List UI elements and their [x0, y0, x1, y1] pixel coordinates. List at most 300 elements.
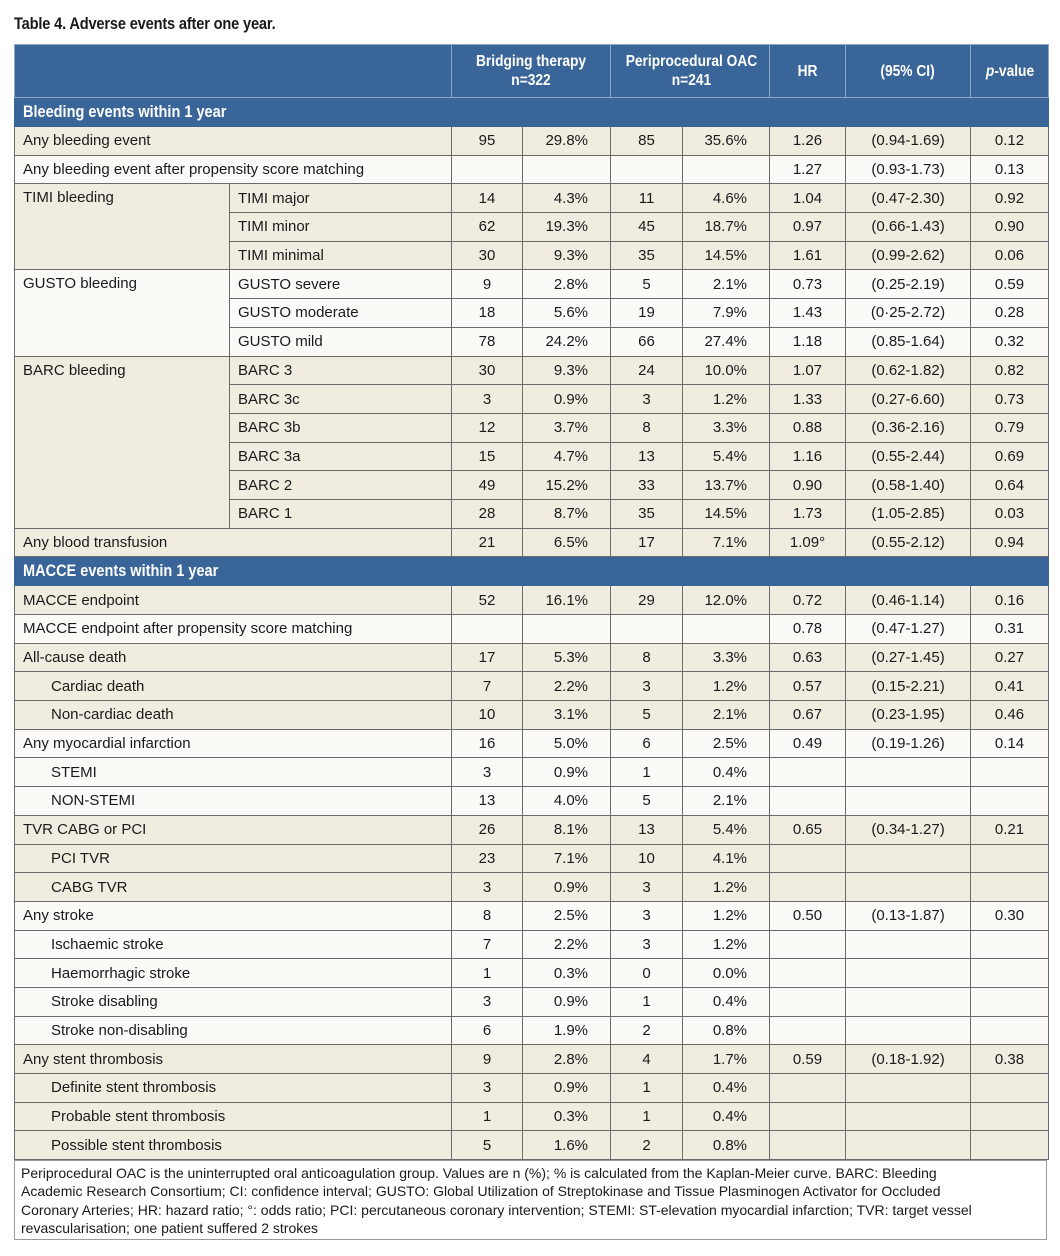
bridging-n-cell: 8: [452, 901, 523, 930]
oac-pct-cell: 1.2%: [683, 873, 770, 902]
bridging-n-cell: 7: [452, 930, 523, 959]
p-value-cell: 0.64: [971, 471, 1049, 500]
oac-n-cell: 5: [611, 270, 683, 299]
bridging-n-cell: 28: [452, 499, 523, 528]
ci-cell: (0.94-1.69): [846, 127, 971, 156]
bridging-n-cell: [452, 615, 523, 644]
row-sublabel: BARC 3: [230, 356, 452, 385]
hr-cell: 0.59: [770, 1045, 846, 1074]
oac-pct-cell: 35.6%: [683, 127, 770, 156]
group-label: GUSTO bleeding: [15, 270, 230, 356]
p-value-cell: [971, 844, 1049, 873]
p-value-cell: [971, 1074, 1049, 1103]
bridging-pct-cell: 9.3%: [523, 241, 611, 270]
ci-cell: (0.47-2.30): [846, 184, 971, 213]
p-value-cell: 0.32: [971, 327, 1049, 356]
hr-cell: 1.04: [770, 184, 846, 213]
oac-pct-cell: 3.3%: [683, 643, 770, 672]
oac-n-cell: 45: [611, 213, 683, 242]
hr-cell: 1.61: [770, 241, 846, 270]
hr-cell: 1.07: [770, 356, 846, 385]
oac-pct-cell: 3.3%: [683, 413, 770, 442]
ci-cell: [846, 1074, 971, 1103]
oac-n-cell: 1: [611, 1102, 683, 1131]
row-label: Possible stent thrombosis: [15, 1131, 452, 1160]
row-sublabel: TIMI minimal: [230, 241, 452, 270]
oac-n-cell: 5: [611, 787, 683, 816]
hr-cell: 0.57: [770, 672, 846, 701]
oac-n-cell: 10: [611, 844, 683, 873]
bridging-pct-cell: 0.9%: [523, 873, 611, 902]
p-value-cell: 0.90: [971, 213, 1049, 242]
section-bleeding: [15, 98, 1049, 127]
bridging-pct-cell: 1.6%: [523, 1131, 611, 1160]
oac-n-cell: 29: [611, 586, 683, 615]
hr-cell: [770, 1016, 846, 1045]
hr-cell: 1.18: [770, 327, 846, 356]
p-value-cell: 0.06: [971, 241, 1049, 270]
row-label: Cardiac death: [15, 672, 452, 701]
header-row: [15, 45, 1049, 98]
hr-cell: [770, 1074, 846, 1103]
bridging-pct-cell: 0.9%: [523, 758, 611, 787]
table-row: [15, 586, 1049, 615]
oac-pct-cell: [683, 155, 770, 184]
bridging-n-cell: 49: [452, 471, 523, 500]
section-title: [15, 557, 1049, 586]
ci-cell: (0.46-1.14): [846, 586, 971, 615]
row-sublabel: TIMI minor: [230, 213, 452, 242]
table-row: [15, 701, 1049, 730]
ci-cell: (0.36-2.16): [846, 413, 971, 442]
ci-cell: [846, 987, 971, 1016]
bridging-n-cell: 62: [452, 213, 523, 242]
hr-cell: 0.72: [770, 586, 846, 615]
row-label: PCI TVR: [15, 844, 452, 873]
header-bridging: Bridging therapy n=322: [452, 45, 611, 98]
bridging-pct-cell: 1.9%: [523, 1016, 611, 1045]
hr-cell: [770, 1102, 846, 1131]
bridging-n-cell: 9: [452, 1045, 523, 1074]
table-row: [15, 1102, 1049, 1131]
table-row: [15, 127, 1049, 156]
oac-pct-cell: 12.0%: [683, 586, 770, 615]
table-row: [15, 815, 1049, 844]
oac-pct-cell: 27.4%: [683, 327, 770, 356]
oac-n-cell: 5: [611, 701, 683, 730]
oac-n-cell: [611, 155, 683, 184]
table-row: [15, 270, 1049, 299]
p-value-cell: 0.30: [971, 901, 1049, 930]
table-title: Table 4. Adverse events after one year.: [14, 14, 276, 33]
bridging-pct-cell: 4.7%: [523, 442, 611, 471]
row-label: Haemorrhagic stroke: [15, 959, 452, 988]
p-value-cell: [971, 1016, 1049, 1045]
oac-n-cell: 1: [611, 758, 683, 787]
bridging-pct-cell: 5.3%: [523, 643, 611, 672]
row-sublabel: TIMI major: [230, 184, 452, 213]
table-row: [15, 959, 1049, 988]
row-label: Any bleeding event after propensity score matching: [15, 155, 452, 184]
table-row: [15, 528, 1049, 557]
ci-cell: (0.18-1.92): [846, 1045, 971, 1074]
ci-cell: [846, 873, 971, 902]
p-value-cell: 0.13: [971, 155, 1049, 184]
p-value-cell: 0.03: [971, 499, 1049, 528]
bridging-n-cell: 26: [452, 815, 523, 844]
oac-n-cell: 85: [611, 127, 683, 156]
header-p-value: p-value: [971, 45, 1049, 98]
bridging-pct-cell: 9.3%: [523, 356, 611, 385]
section-label: Bleeding events within 1 year: [23, 102, 227, 121]
oac-pct-cell: 1.7%: [683, 1045, 770, 1074]
bridging-pct-cell: 19.3%: [523, 213, 611, 242]
hr-cell: 1.73: [770, 499, 846, 528]
ci-cell: (0.15-2.21): [846, 672, 971, 701]
row-label: CABG TVR: [15, 873, 452, 902]
oac-pct-cell: 0.8%: [683, 1016, 770, 1045]
bridging-pct-cell: 2.2%: [523, 930, 611, 959]
hr-cell: 0.97: [770, 213, 846, 242]
hr-cell: [770, 987, 846, 1016]
table-row: [15, 615, 1049, 644]
oac-pct-cell: 4.1%: [683, 844, 770, 873]
p-value-cell: 0.73: [971, 385, 1049, 414]
ci-cell: [846, 959, 971, 988]
row-sublabel: BARC 2: [230, 471, 452, 500]
row-sublabel: GUSTO severe: [230, 270, 452, 299]
oac-n-cell: 3: [611, 672, 683, 701]
ci-cell: (0.85-1.64): [846, 327, 971, 356]
footnote-line: revascularisation; one patient suffered 2 strokes: [21, 1219, 319, 1236]
adverse-events-table: [14, 44, 1049, 1160]
bridging-pct-cell: 16.1%: [523, 586, 611, 615]
ci-cell: (0.58-1.40): [846, 471, 971, 500]
oac-pct-cell: 7.1%: [683, 528, 770, 557]
hr-cell: 1.33: [770, 385, 846, 414]
bridging-n-cell: 13: [452, 787, 523, 816]
oac-pct-cell: 5.4%: [683, 815, 770, 844]
p-value-cell: 0.92: [971, 184, 1049, 213]
section-label: MACCE events within 1 year: [23, 561, 219, 580]
hr-cell: 1.27: [770, 155, 846, 184]
p-value-cell: [971, 930, 1049, 959]
table-row: [15, 729, 1049, 758]
ci-cell: [846, 930, 971, 959]
hr-cell: [770, 787, 846, 816]
bridging-n-cell: 78: [452, 327, 523, 356]
oac-pct-cell: 0.4%: [683, 1074, 770, 1103]
bridging-n-cell: 7: [452, 672, 523, 701]
bridging-n-cell: 16: [452, 729, 523, 758]
bridging-n-cell: 15: [452, 442, 523, 471]
p-value-cell: 0.21: [971, 815, 1049, 844]
oac-n-cell: 33: [611, 471, 683, 500]
table-row: [15, 643, 1049, 672]
oac-pct-cell: 1.2%: [683, 901, 770, 930]
hr-cell: [770, 1131, 846, 1160]
bridging-n-cell: 6: [452, 1016, 523, 1045]
row-sublabel: BARC 3c: [230, 385, 452, 414]
hr-cell: 0.50: [770, 901, 846, 930]
bridging-pct-cell: 5.0%: [523, 729, 611, 758]
table-row: [15, 1045, 1049, 1074]
table-row: [15, 672, 1049, 701]
oac-pct-cell: 2.5%: [683, 729, 770, 758]
table-row: [15, 356, 1049, 385]
oac-n-cell: 8: [611, 643, 683, 672]
oac-n-cell: 6: [611, 729, 683, 758]
oac-pct-cell: 7.9%: [683, 299, 770, 328]
header-oac: Periprocedural OAC n=241: [611, 45, 770, 98]
row-label: Any stent thrombosis: [15, 1045, 452, 1074]
ci-cell: (0.66-1.43): [846, 213, 971, 242]
ci-cell: [846, 758, 971, 787]
bridging-pct-cell: 2.8%: [523, 1045, 611, 1074]
bridging-pct-cell: 5.6%: [523, 299, 611, 328]
ci-cell: (0·25-2.72): [846, 299, 971, 328]
p-value-cell: [971, 787, 1049, 816]
oac-n-cell: 4: [611, 1045, 683, 1074]
hr-cell: [770, 930, 846, 959]
row-label: Any bleeding event: [15, 127, 452, 156]
row-label: Stroke non-disabling: [15, 1016, 452, 1045]
bridging-n-cell: 30: [452, 356, 523, 385]
table-row: [15, 873, 1049, 902]
ci-cell: [846, 1016, 971, 1045]
bridging-pct-cell: 0.9%: [523, 987, 611, 1016]
p-value-cell: 0.41: [971, 672, 1049, 701]
ci-cell: [846, 1131, 971, 1160]
p-value-cell: 0.28: [971, 299, 1049, 328]
hr-cell: 0.65: [770, 815, 846, 844]
ci-cell: (0.55-2.12): [846, 528, 971, 557]
oac-pct-cell: 0.8%: [683, 1131, 770, 1160]
row-sublabel: BARC 3b: [230, 413, 452, 442]
row-label: Any myocardial infarction: [15, 729, 452, 758]
oac-pct-cell: 0.4%: [683, 758, 770, 787]
ci-cell: (0.23-1.95): [846, 701, 971, 730]
row-label: NON-STEMI: [15, 787, 452, 816]
oac-pct-cell: [683, 615, 770, 644]
table-row: [15, 1016, 1049, 1045]
table-row: [15, 155, 1049, 184]
bridging-n-cell: 95: [452, 127, 523, 156]
oac-n-cell: 19: [611, 299, 683, 328]
ci-cell: (0.27-6.60): [846, 385, 971, 414]
p-value-cell: [971, 959, 1049, 988]
bridging-n-cell: 9: [452, 270, 523, 299]
footnote-line: Academic Research Consortium; CI: confidence interval; GUSTO: Global Utilization of Streptokinase and Tissue Plasminogen Activator for Occluded: [21, 1183, 941, 1200]
section-title: [15, 98, 1049, 127]
table-row: [15, 901, 1049, 930]
row-label: Stroke disabling: [15, 987, 452, 1016]
bridging-pct-cell: 15.2%: [523, 471, 611, 500]
row-label: All-cause death: [15, 643, 452, 672]
oac-n-cell: 3: [611, 873, 683, 902]
bridging-pct-cell: 4.3%: [523, 184, 611, 213]
oac-pct-cell: 18.7%: [683, 213, 770, 242]
p-value-cell: 0.59: [971, 270, 1049, 299]
row-label: TVR CABG or PCI: [15, 815, 452, 844]
oac-n-cell: 0: [611, 959, 683, 988]
row-label: Ischaemic stroke: [15, 930, 452, 959]
p-value-cell: 0.46: [971, 701, 1049, 730]
p-value-cell: 0.82: [971, 356, 1049, 385]
ci-cell: (0.99-2.62): [846, 241, 971, 270]
bridging-n-cell: 10: [452, 701, 523, 730]
row-label: Non-cardiac death: [15, 701, 452, 730]
hr-cell: 0.73: [770, 270, 846, 299]
oac-pct-cell: 0.4%: [683, 987, 770, 1016]
hr-cell: [770, 959, 846, 988]
oac-n-cell: 13: [611, 442, 683, 471]
table-row: [15, 184, 1049, 213]
footnote-line: Periprocedural OAC is the uninterrupted oral anticoagulation group. Values are n (%); % is calculated from the Kaplan-Meier curve. BARC: Bleeding: [21, 1165, 937, 1181]
oac-n-cell: 35: [611, 499, 683, 528]
bridging-n-cell: 23: [452, 844, 523, 873]
hr-cell: 0.49: [770, 729, 846, 758]
bridging-pct-cell: 8.1%: [523, 815, 611, 844]
row-label: Definite stent thrombosis: [15, 1074, 452, 1103]
table-row: [15, 1131, 1049, 1160]
hr-cell: [770, 844, 846, 873]
bridging-n-cell: [452, 155, 523, 184]
bridging-pct-cell: 2.5%: [523, 901, 611, 930]
hr-cell: 0.88: [770, 413, 846, 442]
oac-n-cell: 2: [611, 1016, 683, 1045]
p-value-cell: 0.14: [971, 729, 1049, 758]
ci-cell: (0.47-1.27): [846, 615, 971, 644]
table-row: [15, 987, 1049, 1016]
bridging-pct-cell: 4.0%: [523, 787, 611, 816]
row-sublabel: GUSTO moderate: [230, 299, 452, 328]
row-sublabel: BARC 3a: [230, 442, 452, 471]
row-sublabel: BARC 1: [230, 499, 452, 528]
header-ci: (95% CI): [846, 45, 971, 98]
p-value-cell: 0.69: [971, 442, 1049, 471]
table-row: [15, 1074, 1049, 1103]
p-value-cell: 0.94: [971, 528, 1049, 557]
ci-cell: (1.05-2.85): [846, 499, 971, 528]
bridging-pct-cell: 8.7%: [523, 499, 611, 528]
oac-n-cell: 24: [611, 356, 683, 385]
p-value-cell: 0.16: [971, 586, 1049, 615]
bridging-n-cell: 3: [452, 758, 523, 787]
bridging-n-cell: 52: [452, 586, 523, 615]
table-footnote: [14, 1160, 1047, 1240]
bridging-n-cell: 14: [452, 184, 523, 213]
oac-pct-cell: 1.2%: [683, 385, 770, 414]
oac-n-cell: 3: [611, 930, 683, 959]
p-value-cell: [971, 1102, 1049, 1131]
ci-cell: (0.27-1.45): [846, 643, 971, 672]
bridging-pct-cell: 2.8%: [523, 270, 611, 299]
hr-cell: 0.90: [770, 471, 846, 500]
row-label: Any blood transfusion: [15, 528, 452, 557]
oac-pct-cell: 0.4%: [683, 1102, 770, 1131]
hr-cell: 1.26: [770, 127, 846, 156]
group-label: BARC bleeding: [15, 356, 230, 528]
bridging-pct-cell: 7.1%: [523, 844, 611, 873]
oac-pct-cell: 13.7%: [683, 471, 770, 500]
section-macce: [15, 557, 1049, 586]
bridging-pct-cell: 0.9%: [523, 1074, 611, 1103]
bridging-n-cell: 5: [452, 1131, 523, 1160]
bridging-n-cell: 1: [452, 959, 523, 988]
ci-cell: (0.19-1.26): [846, 729, 971, 758]
bridging-pct-cell: 29.8%: [523, 127, 611, 156]
bridging-n-cell: 12: [452, 413, 523, 442]
row-label: STEMI: [15, 758, 452, 787]
group-label: TIMI bleeding: [15, 184, 230, 270]
hr-cell: 1.16: [770, 442, 846, 471]
p-value-cell: 0.12: [971, 127, 1049, 156]
hr-cell: [770, 873, 846, 902]
p-value-cell: 0.79: [971, 413, 1049, 442]
header-blank: [15, 45, 452, 98]
bridging-pct-cell: 3.7%: [523, 413, 611, 442]
oac-pct-cell: 2.1%: [683, 270, 770, 299]
table-row: [15, 930, 1049, 959]
bridging-pct-cell: 3.1%: [523, 701, 611, 730]
bridging-n-cell: 3: [452, 1074, 523, 1103]
bridging-n-cell: 17: [452, 643, 523, 672]
bridging-pct-cell: 24.2%: [523, 327, 611, 356]
row-label: Any stroke: [15, 901, 452, 930]
ci-cell: (0.62-1.82): [846, 356, 971, 385]
bridging-n-cell: 3: [452, 385, 523, 414]
p-value-cell: 0.27: [971, 643, 1049, 672]
row-sublabel: GUSTO mild: [230, 327, 452, 356]
bridging-pct-cell: 6.5%: [523, 528, 611, 557]
oac-n-cell: 17: [611, 528, 683, 557]
header-hr: HR: [770, 45, 846, 98]
oac-pct-cell: 4.6%: [683, 184, 770, 213]
bridging-n-cell: 3: [452, 873, 523, 902]
p-value-cell: [971, 758, 1049, 787]
p-value-cell: 0.38: [971, 1045, 1049, 1074]
table-row: [15, 758, 1049, 787]
hr-cell: 0.78: [770, 615, 846, 644]
ci-cell: (0.13-1.87): [846, 901, 971, 930]
oac-pct-cell: 2.1%: [683, 701, 770, 730]
bridging-n-cell: 21: [452, 528, 523, 557]
table-row: [15, 787, 1049, 816]
oac-pct-cell: 1.2%: [683, 672, 770, 701]
ci-cell: [846, 787, 971, 816]
oac-n-cell: 1: [611, 987, 683, 1016]
p-value-cell: [971, 987, 1049, 1016]
oac-n-cell: 8: [611, 413, 683, 442]
oac-pct-cell: 0.0%: [683, 959, 770, 988]
ci-cell: (0.93-1.73): [846, 155, 971, 184]
oac-n-cell: 3: [611, 901, 683, 930]
oac-n-cell: 3: [611, 385, 683, 414]
bridging-pct-cell: 0.3%: [523, 959, 611, 988]
oac-n-cell: 2: [611, 1131, 683, 1160]
oac-n-cell: 13: [611, 815, 683, 844]
ci-cell: (0.25-2.19): [846, 270, 971, 299]
oac-pct-cell: 14.5%: [683, 241, 770, 270]
bridging-n-cell: 3: [452, 987, 523, 1016]
ci-cell: [846, 1102, 971, 1131]
oac-pct-cell: 10.0%: [683, 356, 770, 385]
bridging-n-cell: 1: [452, 1102, 523, 1131]
oac-n-cell: 11: [611, 184, 683, 213]
oac-pct-cell: 2.1%: [683, 787, 770, 816]
oac-n-cell: 35: [611, 241, 683, 270]
